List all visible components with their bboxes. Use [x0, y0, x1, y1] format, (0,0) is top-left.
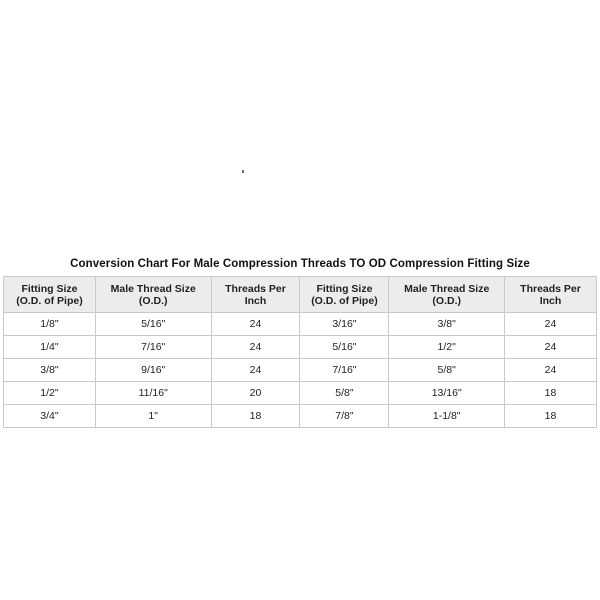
- table-cell: 24: [211, 313, 300, 336]
- table-cell: 5/16": [300, 336, 389, 359]
- table-cell: 18: [505, 405, 597, 428]
- table-cell: 11/16": [95, 382, 211, 405]
- table-cell: 7/16": [95, 336, 211, 359]
- conversion-table: [3, 276, 597, 428]
- table-cell: 20: [211, 382, 300, 405]
- table-cell: 3/8": [4, 359, 96, 382]
- table-cell: 5/8": [300, 382, 389, 405]
- table-cell: 5/8": [389, 359, 505, 382]
- table-row: [4, 359, 597, 382]
- header-fitting-size: Fitting Size (O.D. of Pipe): [4, 277, 96, 313]
- table-cell: 1/8": [4, 313, 96, 336]
- table-row: [4, 405, 597, 428]
- table-cell: 3/8": [389, 313, 505, 336]
- chart-title: Conversion Chart For Male Compression Threads TO OD Compression Fitting Size: [70, 258, 530, 270]
- table-cell: 1/2": [389, 336, 505, 359]
- table-cell: 1-1/8": [389, 405, 505, 428]
- table-row: [4, 313, 597, 336]
- table-cell: 24: [505, 313, 597, 336]
- header-threads-per-inch: Threads Per Inch: [505, 277, 597, 313]
- table-row: [4, 382, 597, 405]
- table-cell: 24: [505, 359, 597, 382]
- table-cell: 24: [505, 336, 597, 359]
- table-cell: 18: [211, 405, 300, 428]
- table-cell: 3/4": [4, 405, 96, 428]
- table-cell: 18: [505, 382, 597, 405]
- header-fitting-size: Fitting Size (O.D. of Pipe): [300, 277, 389, 313]
- table-cell: 1": [95, 405, 211, 428]
- table-cell: 7/8": [300, 405, 389, 428]
- header-row: [4, 277, 597, 313]
- table-row: [4, 336, 597, 359]
- header-male-thread-size: Male Thread Size (O.D.): [95, 277, 211, 313]
- table-cell: 5/16": [95, 313, 211, 336]
- table-cell: 24: [211, 336, 300, 359]
- table-cell: 7/16": [300, 359, 389, 382]
- table-cell: 1/2": [4, 382, 96, 405]
- header-threads-per-inch: Threads Per Inch: [211, 277, 300, 313]
- table-cell: 1/4": [4, 336, 96, 359]
- table-cell: 3/16": [300, 313, 389, 336]
- header-male-thread-size: Male Thread Size (O.D.): [389, 277, 505, 313]
- table-cell: 9/16": [95, 359, 211, 382]
- table-cell: 13/16": [389, 382, 505, 405]
- table-cell: 24: [211, 359, 300, 382]
- stray-mark: [242, 170, 244, 173]
